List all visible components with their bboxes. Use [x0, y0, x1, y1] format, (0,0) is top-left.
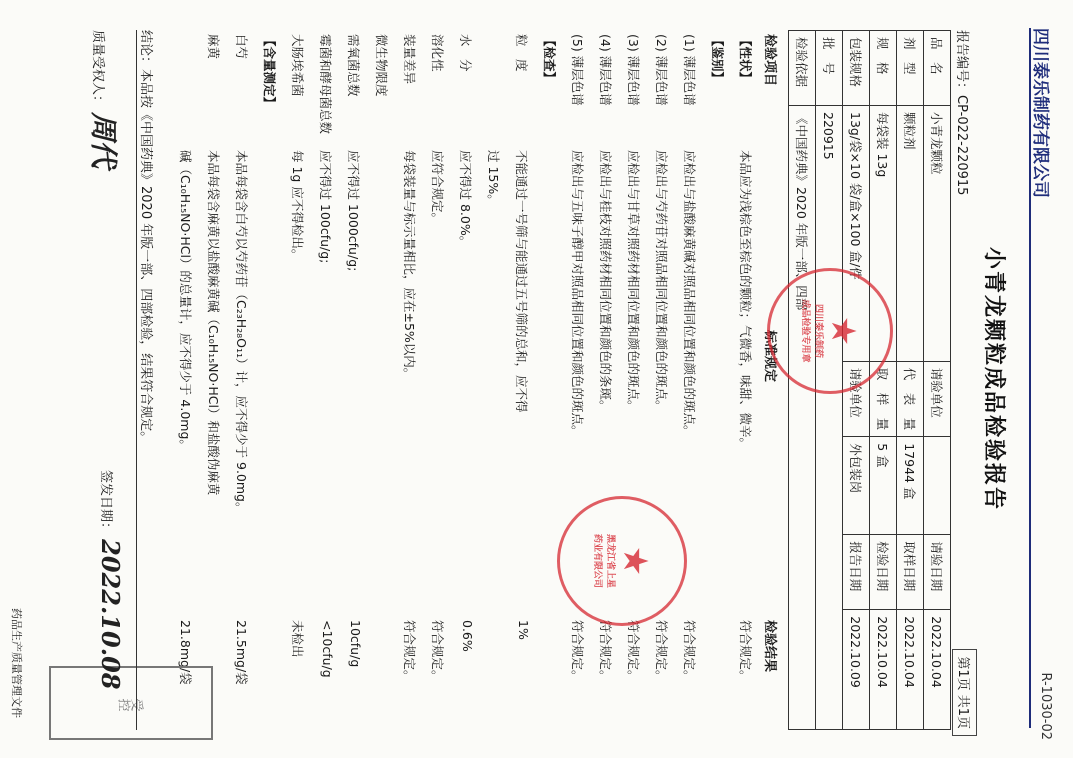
row-std: 每袋装量与标示量相比，应在±5%以内。	[402, 150, 417, 381]
row-label: (3) 薄层色谱	[626, 34, 641, 106]
row-std: 应符合规定。	[430, 150, 445, 226]
info-key: 取样日期	[897, 535, 924, 610]
row-std: 应不得过 100cfu/g;	[318, 150, 333, 264]
row-std: 应检出与甘草对照药材相同位置和颜色的斑点。	[626, 150, 641, 413]
info-value: 5 盒	[870, 437, 897, 535]
row-label: 大肠埃希菌	[290, 34, 305, 97]
info-value: 每袋装 13g	[870, 106, 897, 362]
row-std: 应检出与五味子醇甲对照品相同位置和颜色的斑点。	[570, 150, 585, 438]
row-std: 本品每袋含白芍以芍药苷（C₂₃H₂₈O₁₁）计，应不得少于 9.0mg。	[234, 150, 249, 515]
row-label: 粒 度	[514, 34, 529, 72]
info-key: 规 格	[870, 31, 897, 106]
row-res: 符合规定。	[430, 620, 445, 683]
row-res: 21.8mg/袋	[178, 620, 193, 685]
row-std: 应检出与盐酸麻黄碱对照品相同位置和颜色的斑点。	[682, 150, 697, 438]
row-std: 本品每袋含麻黄以盐酸麻黄碱（C₁₀H₁₅NO·HCl）和盐酸伪麻黄	[206, 150, 221, 496]
row-std: 碱（C₁₀H₁₅NO·HCl）的总量计，应不得少于 4.0mg。	[178, 150, 193, 452]
header-standard: 标准规定	[762, 330, 777, 383]
report-number: 报告编号：CP-022-220915	[954, 30, 969, 196]
info-row	[870, 31, 897, 730]
footer: 药品生产质量管理文件	[10, 608, 23, 718]
row-label: 装量差异	[402, 34, 417, 85]
row-label: 水 分	[458, 34, 473, 72]
form-number: R-1030-02	[1038, 672, 1053, 740]
info-key: 请验日期	[924, 535, 951, 610]
row-res: <10cfu/g	[320, 620, 335, 678]
signer	[85, 30, 125, 168]
row-label: (1) 薄层色谱	[682, 34, 697, 106]
row-label: 【性状】	[738, 34, 753, 85]
row-res: 未检出	[290, 620, 305, 658]
info-value: 外包装岗	[843, 437, 870, 535]
row-label: 霉菌和酵母菌总数	[318, 34, 333, 135]
info-key: 批 号	[816, 31, 843, 106]
info-key: 报告日期	[843, 535, 870, 610]
info-value: 颗粒剂	[897, 106, 924, 362]
info-key: 检验日期	[870, 535, 897, 610]
info-key: 品 名	[924, 31, 951, 106]
row-std: 每 1g 应不得检出。	[290, 150, 305, 262]
row-std: 应不得过 8.0%。	[458, 150, 473, 249]
company-divider	[1029, 28, 1031, 728]
page-title: 小青龙颗粒成品检验报告	[981, 246, 1006, 511]
info-value: 220915	[816, 106, 843, 730]
row-std: 过 15%。	[486, 150, 501, 207]
row-res: 符合规定。	[654, 620, 669, 683]
row-label: 需氧菌总数	[346, 34, 361, 97]
row-label: 微生物限度	[374, 34, 389, 97]
row-std: 应检出与芍药苷对照品相同位置和颜色的斑点。	[654, 150, 669, 413]
row-std: 本品应为浅棕色至棕色的颗粒；气微香，味甜、微辛。	[738, 150, 753, 451]
info-key: 包装规格	[843, 31, 870, 106]
info-row	[924, 31, 951, 730]
info-key: 请验单位	[843, 361, 870, 437]
row-std: 不能通过一号筛与能通过五号筛的总和，应不得	[514, 150, 529, 413]
row-res: 0.6%	[460, 620, 475, 652]
row-res: 21.5mg/袋	[234, 620, 249, 685]
company-seal: ★ 四川泰乐制药 成品检验专用章	[767, 268, 893, 394]
row-std: 应不得过 1000cfu/g;	[346, 150, 361, 272]
sign-date	[96, 470, 125, 689]
info-key: 取 样 量	[870, 361, 897, 437]
info-value: 《中国药典》2020 年版一部、四部	[789, 106, 816, 730]
row-res: 10cfu/g	[348, 620, 363, 668]
info-key: 剂 型	[897, 31, 924, 106]
row-label: (5) 薄层色谱	[570, 34, 585, 106]
info-key: 代 表 量	[897, 361, 924, 437]
row-res: 符合规定。	[682, 620, 697, 683]
row-label: 【鉴别】	[710, 34, 725, 85]
controlled-stamp: 受控	[49, 666, 213, 740]
sign-date-label: 签发日期：	[98, 470, 113, 536]
second-seal: ★ 黑龙江省上星 药业有限公司	[557, 496, 687, 626]
row-res: 符合规定。	[570, 620, 585, 683]
info-row	[897, 31, 924, 730]
sign-date-value: 2022.10.08	[96, 539, 125, 690]
signer-label: 质量受权人：	[90, 30, 105, 109]
row-label: 溶化性	[430, 34, 445, 72]
info-value: 17944 盒	[897, 437, 924, 535]
info-value: 2022.10.04	[924, 610, 951, 730]
row-std: 应检出与桂枝对照药材相同位置和颜色的条斑。	[598, 150, 613, 413]
company-name: 四川泰乐制药有限公司	[1030, 28, 1050, 198]
page-info: 第1页 共1页	[952, 649, 977, 736]
header-result: 检验结果	[762, 620, 777, 673]
conclusion: 结论：本品按《中国药典》2020 年版一部、四部检验，结果符合规定。	[138, 30, 153, 445]
info-value: 2022.10.04	[870, 610, 897, 730]
row-label: 白芍	[234, 34, 249, 60]
info-value: 13g/袋×10 袋/盒×100 盒/件	[843, 106, 870, 362]
conclusion-divider	[136, 30, 137, 730]
row-res: 符合规定。	[402, 620, 417, 683]
row-res: 符合规定。	[626, 620, 641, 683]
info-value: 小青龙颗粒	[924, 106, 951, 362]
row-label: 【含量测定】	[262, 34, 277, 110]
row-res: 符合规定。	[738, 620, 753, 683]
signature: 周代	[87, 112, 120, 169]
info-key: 检验依据	[789, 31, 816, 106]
info-value: 2022.10.04	[897, 610, 924, 730]
row-res: 1%	[516, 620, 531, 640]
row-label: 【检查】	[542, 34, 557, 85]
info-value	[924, 437, 951, 535]
info-key: 请验单位	[924, 361, 951, 437]
row-label: (2) 薄层色谱	[654, 34, 669, 106]
row-label: 麻黄	[206, 34, 221, 60]
row-res: 符合规定。	[598, 620, 613, 683]
row-label: (4) 薄层色谱	[598, 34, 613, 106]
header-item: 检验项目	[762, 34, 777, 87]
info-value: 2022.10.09	[843, 610, 870, 730]
